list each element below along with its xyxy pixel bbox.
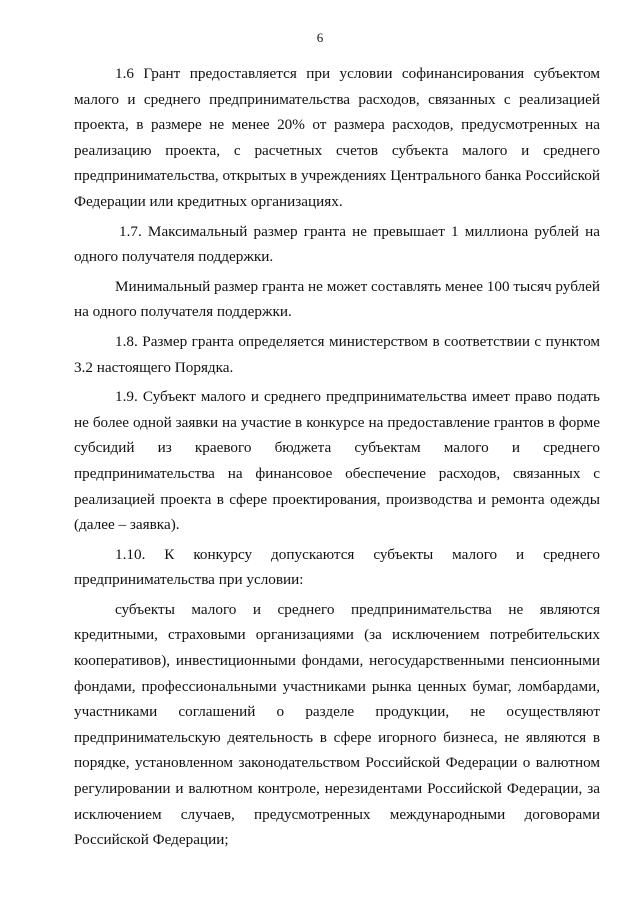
paragraph-1-8: 1.8. Размер гранта определяется министерством в соответствии с пунктом 3.2 настоящего Порядка.: [74, 332, 600, 376]
page-number: 6: [316, 30, 324, 45]
paragraph-min-grant: Минимальный размер гранта не может составлять менее 100 тысяч рублей на одного получателя поддержки.: [74, 277, 600, 321]
paragraph-1-7: 1.7. Максимальный размер гранта не превышает 1 миллиона рублей на одного получателя поддержки.: [74, 222, 600, 266]
paragraph-1-6: 1.6 Грант предоставляется при условии софинансирования субъектом малого и среднего предпринимательства расходов, связанных с реализацией проекта, в размере не менее 20% от размера расходов, предусмотренных на реализацию проекта, с расчетных счетов субъекта малого и среднего предпринимательства, открытых в учреждениях Центрального банка Российской Федерации или кредитных организациях.: [74, 65, 600, 210]
paragraph-1-9: 1.9. Субъект малого и среднего предпринимательства имеет право подать не более одной заявки на участие в конкурсе на предоставление грантов в форме субсидий из краевого бюджета субъектам малого и среднего предпринимательства на финансовое обеспечение расходов, связанных с реализацией проекта в сфере проектирования, производства и ремонта одежды (далее – заявка).: [74, 388, 600, 534]
document-body: [74, 61, 600, 853]
paragraph-conditions: субъекты малого и среднего предпринимательства не являются кредитными, страховыми организациями (за исключением потребительских кооперативов), инвестиционными фондами, негосударственными пенсионными фондами, профессиональными участниками рынка ценных бумаг, ломбардами, участниками соглашений о разделе продукции, не осуществляют предпринимательскую деятельность в сфере игорного бизнеса, не являются в порядке, установленном законодательством Российской Федерации о валютном регулировании и валютном контроле, нерезидентами Российской Федерации, за исключением случаев, предусмотренных международными договорами Российской Федерации;: [74, 600, 600, 849]
paragraph-1-10: 1.10. К конкурсу допускаются субъекты малого и среднего предпринимательства при условии:: [74, 545, 600, 589]
